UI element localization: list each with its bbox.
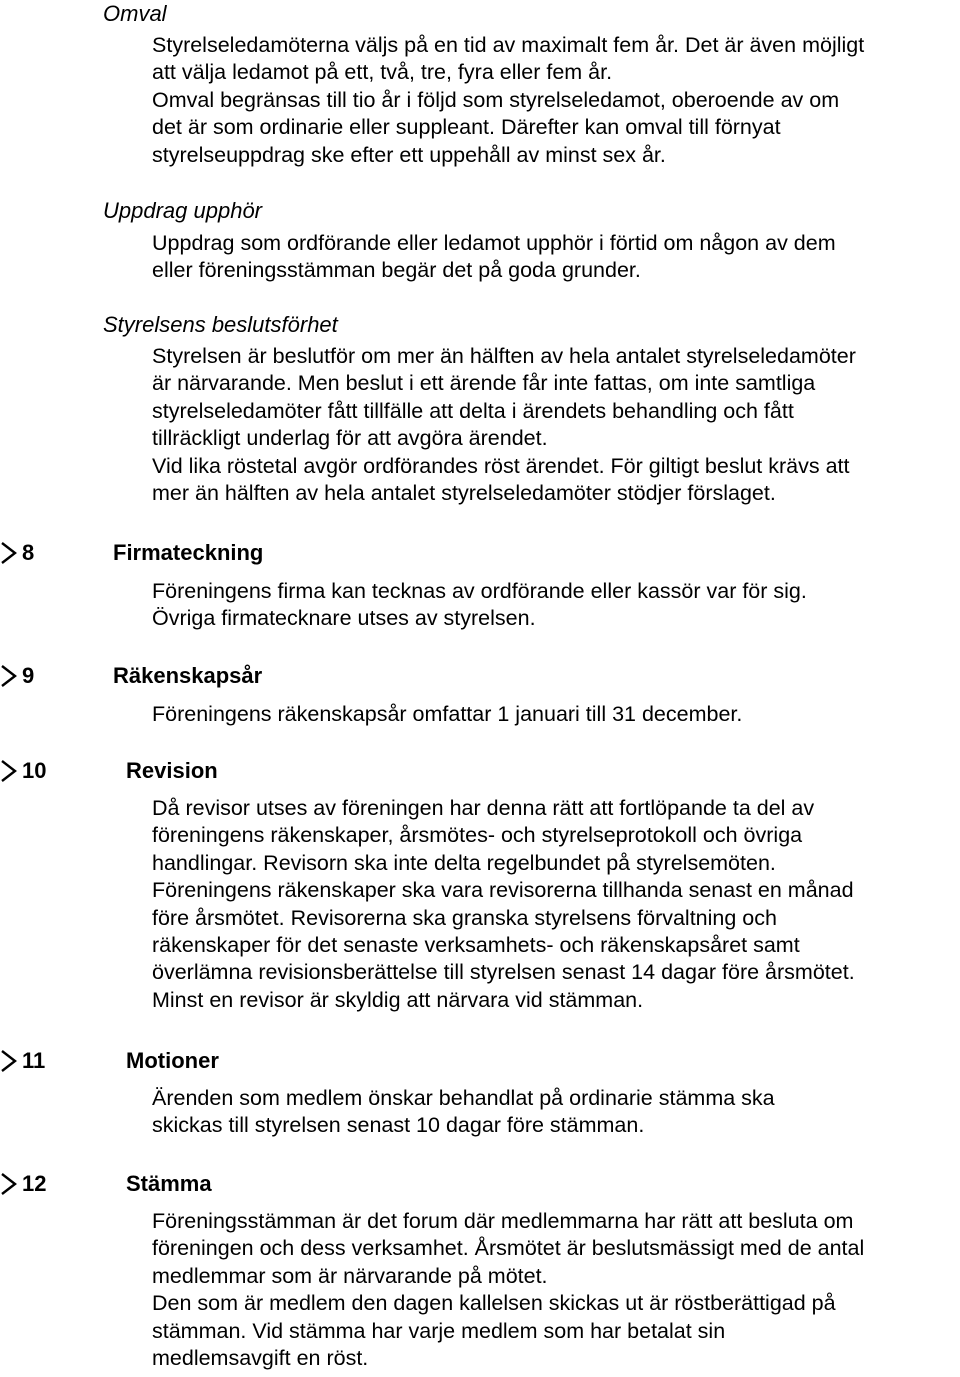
- uppdrag-heading: Uppdrag upphör: [103, 198, 263, 223]
- text-line: tillräckligt underlag för att avgöra ärendet.: [152, 426, 548, 451]
- arrow-bullet-icon: [0, 537, 18, 569]
- section-number: 12: [22, 1171, 47, 1196]
- arrow-bullet-icon: [0, 1168, 18, 1200]
- text-line: att välja ledamot på ett, två, tre, fyra eller fem år.: [152, 60, 613, 85]
- text-line: föreningen och dess verksamhet. Årsmötet är beslutsmässigt med de antal: [152, 1236, 865, 1261]
- section-title: Motioner: [126, 1048, 219, 1073]
- section-title: Räkenskapsår: [113, 663, 263, 688]
- section-number: 8: [22, 540, 35, 565]
- section-number: 9: [22, 663, 35, 688]
- arrow-bullet-icon: [0, 755, 18, 787]
- section-8-paragraph: [152, 578, 952, 633]
- text-line: räkenskaper för det senaste verksamhets- och räkenskapsåret samt: [152, 933, 800, 958]
- text-line: Omval begränsas till tio år i följd som styrelseledamot, oberoende av om: [152, 87, 840, 112]
- omval-paragraph: [152, 32, 952, 169]
- text-line: eller föreningsstämman begär det på goda grunder.: [152, 258, 641, 283]
- text-line: föreningens räkenskaper, årsmötes- och styrelseprotokoll och övriga: [152, 823, 803, 848]
- text-line: Styrelseledamöterna väljs på en tid av maximalt fem år. Det är även möjligt: [152, 33, 865, 57]
- text-line: Minst en revisor är skyldig att närvara vid stämman.: [152, 987, 644, 1012]
- text-line: styrelseledamöter fått tillfälle att delta i ärendets behandling och fått: [152, 398, 794, 423]
- section-title: Revision: [126, 758, 218, 783]
- text-line: Styrelsen är beslutför om mer än hälften av hela antalet styrelseledamöter: [152, 344, 856, 368]
- section-title: Stämma: [126, 1171, 212, 1196]
- text-line: överlämna revisionsberättelse till styrelsen senast 14 dagar före årsmötet.: [152, 960, 855, 985]
- text-line: medlemmar som är närvarande på mötet.: [152, 1263, 548, 1288]
- text-line: är närvarande. Men beslut i ett ärende får inte fattas, om inte samtliga: [152, 371, 816, 396]
- text-line: mer än hälften av hela antalet styrelseledamöter stödjer förslaget.: [152, 481, 776, 506]
- arrow-bullet-icon: [0, 660, 18, 692]
- text-line: handlingar. Revisorn ska inte delta regelbundet på styrelsemöten.: [152, 850, 776, 875]
- section-11-paragraph: [152, 1085, 952, 1140]
- text-line: före årsmötet. Revisorerna ska granska styrelsens förvaltning och: [152, 905, 777, 930]
- text-line: Ärenden som medlem önskar behandlat på ordinarie stämma ska: [152, 1086, 775, 1110]
- text-line: medlemsavgift en röst.: [152, 1346, 369, 1371]
- beslutsforhet-heading: Styrelsens beslutsförhet: [103, 312, 338, 337]
- text-line: Vid lika röstetal avgör ordförandes röst ärendet. För giltigt beslut krävs att: [152, 453, 850, 478]
- text-line: Uppdrag som ordförande eller ledamot upphör i förtid om någon av dem: [152, 231, 836, 255]
- section-10-paragraph: [152, 795, 952, 1014]
- text-line: det är som ordinarie eller suppleant. Därefter kan omval till förnyat: [152, 115, 781, 140]
- text-line: Den som är medlem den dagen kallelsen skickas ut är röstberättigad på: [152, 1291, 836, 1316]
- text-line: Föreningens räkenskapsår omfattar 1 januari till 31 december.: [152, 702, 743, 726]
- text-line: Övriga firmatecknare utses av styrelsen.: [152, 606, 536, 631]
- text-line: Föreningens firma kan tecknas av ordförande eller kassör var för sig.: [152, 579, 807, 603]
- section-number: 10: [22, 758, 47, 783]
- section-12-paragraph: [152, 1208, 952, 1372]
- section-number: 11: [22, 1048, 46, 1073]
- omval-heading: Omval: [103, 1, 167, 26]
- text-line: styrelseuppdrag ske efter ett uppehåll av minst sex år.: [152, 142, 666, 167]
- section-9-paragraph: [152, 701, 952, 728]
- arrow-bullet-icon: [0, 1045, 18, 1077]
- beslutsforhet-paragraph: [152, 343, 952, 507]
- text-line: skickas till styrelsen senast 10 dagar före stämman.: [152, 1113, 645, 1138]
- text-line: Föreningens räkenskaper ska vara revisorerna tillhanda senast en månad: [152, 878, 854, 903]
- text-line: Föreningsstämman är det forum där medlemmarna har rätt att besluta om: [152, 1209, 854, 1233]
- text-line: Då revisor utses av föreningen har denna rätt att fortlöpande ta del av: [152, 796, 815, 820]
- uppdrag-paragraph: [152, 230, 952, 285]
- text-line: stämman. Vid stämma har varje medlem som har betalat sin: [152, 1318, 726, 1343]
- section-title: Firmateckning: [113, 540, 264, 565]
